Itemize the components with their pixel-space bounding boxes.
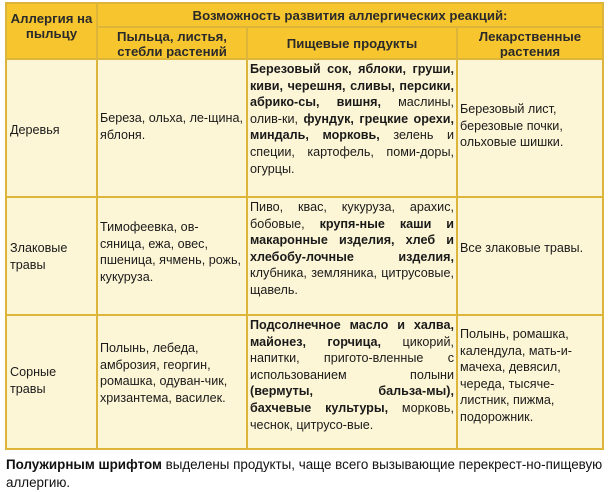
row-cereals-name: Злаковые травы <box>10 241 68 272</box>
row-weeds-medicinal: Полынь, ромашка, календула, мать-и-мачеха, девясил, череда, тысяче-листник, пижма, подорожник. <box>460 327 572 424</box>
row-cereals-food: Пиво, квас, кукуруза, арахис, бобовые, крупя-ные каши и макаронные изделия, хлеб и хлебобу-лочные изделия, клубника, земляника, цитрусовые, щавель. <box>250 200 454 297</box>
row-trees-food: Березовый сок, яблоки, груши, киви, черешня, сливы, персики, абрико-сы, вишня, маслины, олив-ки, фундук, грецкие орехи, миндаль, морковь, зелень и специи, картофель, поми-доры, огурцы. <box>250 62 454 176</box>
allergy-table <box>5 2 604 450</box>
row-weeds-food: Подсолнечное масло и халва, майонез, горчица, цикорий, напитки, пригото-вленные с использованием полыни (вермуты, бальза-мы), бахчевые культуры, морковь, чеснок, цитрусо-вые. <box>250 318 454 432</box>
row-cereals-medicinal: Все злаковые травы. <box>460 241 584 255</box>
row-weeds-name: Сорные травы <box>10 365 57 396</box>
row-trees-pollen: Береза, ольха, ле-щина, яблоня. <box>100 111 243 142</box>
row-cereals-pollen: Тимофеевка, ов-сяница, ежа, овес, пшеница, ячмень, рожь, кукуруза. <box>100 220 242 284</box>
header-allergy: Аллергия на пыльцу <box>7 4 96 58</box>
header-group-title: Возможность развития аллергических реакций: <box>98 4 602 26</box>
row-trees-medicinal: Березовый лист, березовые почки, ольховые шишки. <box>460 102 564 150</box>
header-pollen: Пыльца, листья, стебли растений <box>98 28 246 58</box>
row-trees-name: Деревья <box>10 123 60 137</box>
footnote: Полужирным шрифтом выделены продукты, чаще всего вызывающие перекрест-но-пищевую аллергию. <box>6 457 603 490</box>
row-weeds-pollen: Полынь, лебеда, амброзия, георгин, ромашка, одуван-чик, хризантема, василек. <box>100 341 228 405</box>
header-medicinal: Лекарственные растения <box>458 28 602 58</box>
header-food: Пищевые продукты <box>248 28 456 58</box>
